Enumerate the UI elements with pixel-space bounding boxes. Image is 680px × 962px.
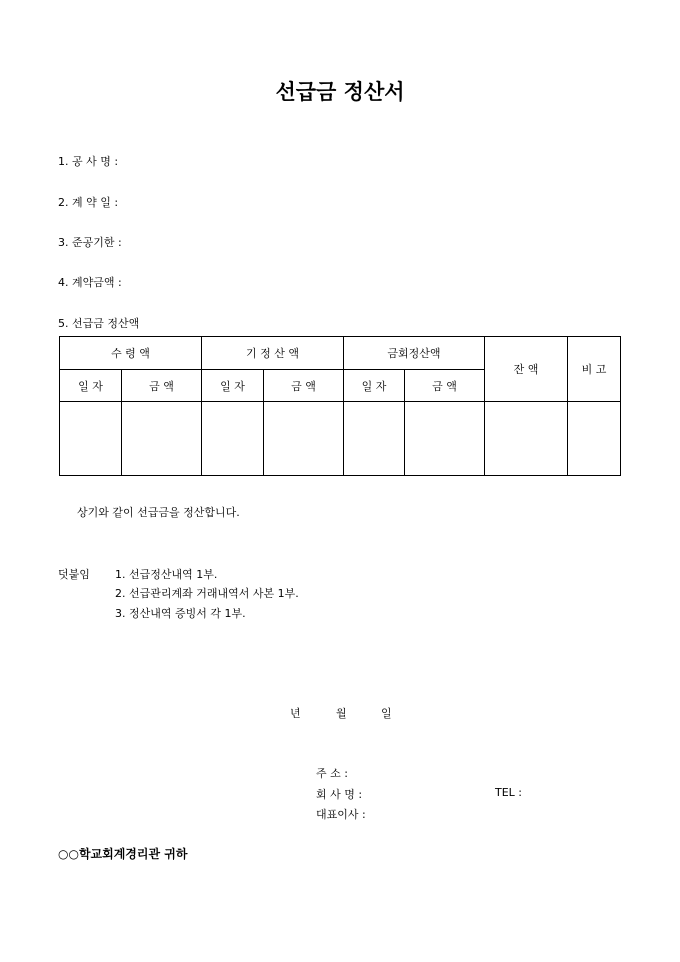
subheader-amount: 금 액 [405,370,485,402]
cell-balance[interactable] [485,402,568,476]
document-title: 선급금 정산서 [275,79,405,104]
signer-address: 주 소 : [316,767,348,780]
header-previously-settled: 기 정 산 액 [202,337,344,370]
signer-tel: TEL : [495,786,523,799]
subheader-date: 일 자 [344,370,405,402]
recipient: ○○학교회계경리관 귀하 [58,847,188,861]
header-received-amount: 수 령 액 [60,337,202,370]
cell-current-amount[interactable] [405,402,485,476]
cell-prev-amount[interactable] [264,402,344,476]
subheader-amount: 금 액 [122,370,202,402]
subheader-date: 일 자 [60,370,122,402]
attachment-item: 2. 선급관리계좌 거래내역서 사본 1부. [115,587,299,600]
cell-remarks[interactable] [568,402,621,476]
field-contract-amount: 4. 계약금액 : [58,276,122,289]
field-contract-date: 2. 계 약 일 : [58,196,119,209]
cell-received-date[interactable] [60,402,122,476]
header-current-settlement: 금회정산액 [344,337,485,370]
table-row [60,402,621,476]
signer-company: 회 사 명 : [316,788,363,801]
cell-current-date[interactable] [344,402,405,476]
date-day: 일 [381,707,392,720]
header-balance: 잔 액 [485,337,568,402]
cell-prev-date[interactable] [202,402,264,476]
subheader-date: 일 자 [202,370,264,402]
field-project-name: 1. 공 사 명 : [58,155,119,168]
cell-received-amount[interactable] [122,402,202,476]
signer-ceo: 대표이사 : [316,808,366,821]
statement-text: 상기와 같이 선급금을 정산합니다. [77,506,240,519]
date-month: 월 [336,707,347,720]
field-completion-deadline: 3. 준공기한 : [58,236,122,249]
field-settlement-amount: 5. 선급금 정산액 [58,317,140,330]
settlement-table [59,336,621,476]
date-year: 년 [290,707,301,720]
attachment-item: 1. 선급정산내역 1부. [115,568,218,581]
attachments-label: 덧붙임 [58,568,90,581]
attachment-item: 3. 정산내역 증빙서 각 1부. [115,607,246,620]
header-remarks: 비 고 [568,337,621,402]
subheader-amount: 금 액 [264,370,344,402]
